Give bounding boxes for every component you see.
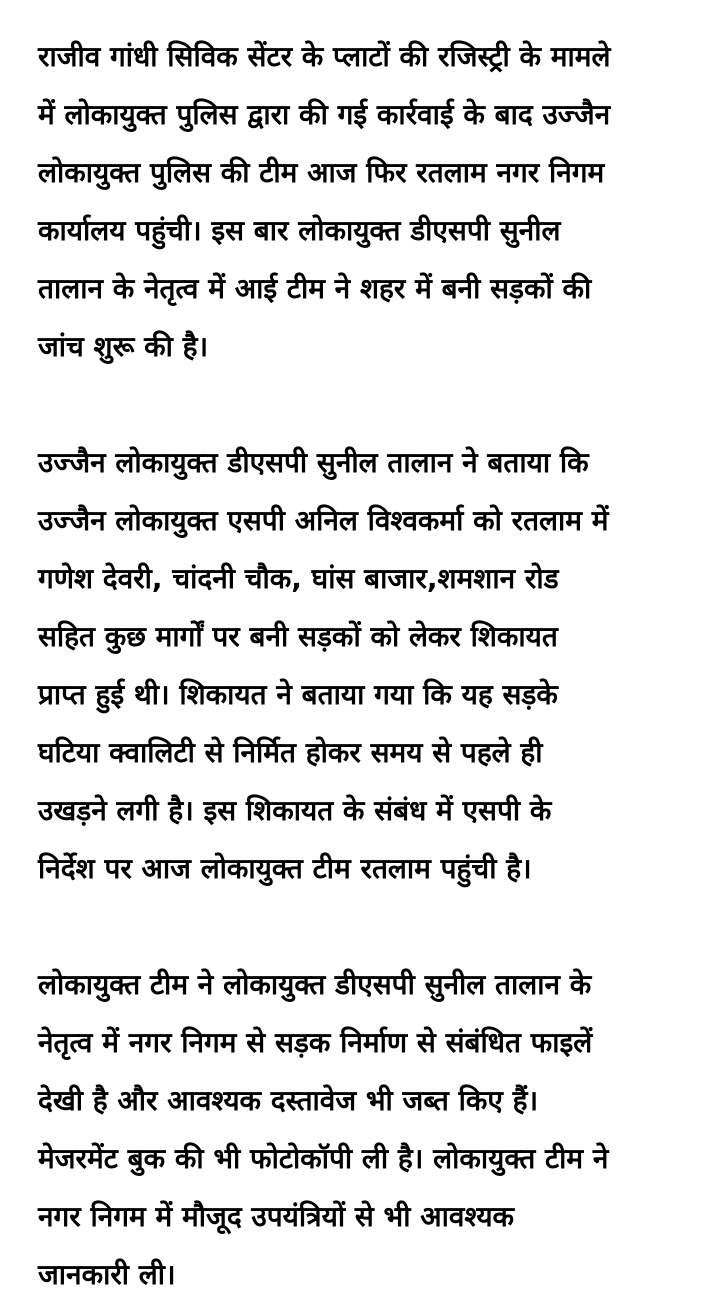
paragraph-3	[38, 956, 688, 1304]
text-line: नगर निगम में मौजूद उपयंत्रियों से भी आवश्यक	[38, 1200, 515, 1233]
text-line: गणेश देवरी, चांदनी चौक, घांस बाजार,शमशान रोड	[38, 562, 559, 595]
paragraph-spacer	[38, 898, 688, 956]
text-line: कार्यालय पहुंची। इस बार लोकायुक्त डीएसपी सुनील	[38, 214, 561, 247]
text-line: तालान के नेतृत्व में आई टीम ने शहर में बनी सड़कों की	[38, 272, 592, 305]
text-line: राजीव गांधी सिविक सेंटर के प्लाटों की रजिस्ट्री के मामले	[38, 40, 611, 73]
text-line: देखी है और आवश्यक दस्तावेज भी जब्त किए हैं।	[38, 1084, 539, 1117]
paragraph-spacer	[38, 376, 688, 434]
text-line: प्राप्त हुई थी। शिकायत ने बताया गया कि यह सड़के	[38, 678, 558, 711]
text-line: सहित कुछ मार्गों पर बनी सड़कों को लेकर शिकायत	[38, 620, 558, 653]
paragraph-2	[38, 434, 688, 898]
article-body	[38, 28, 688, 1304]
text-line: लोकायुक्त पुलिस की टीम आज फिर रतलाम नगर निगम	[38, 156, 605, 189]
text-line: जांच शुरू की है।	[38, 330, 209, 363]
text-line: नेतृत्व में नगर निगम से सड़क निर्माण से संबंधित फाइलें	[38, 1026, 593, 1059]
text-line: उज्जैन लोकायुक्त एसपी अनिल विश्वकर्मा को रतलाम में	[38, 504, 609, 537]
text-line: लोकायुक्त टीम ने लोकायुक्त डीएसपी सुनील तालान के	[38, 968, 592, 1001]
text-line: जानकारी ली।	[38, 1258, 176, 1291]
text-line: निर्देश पर आज लोकायुक्त टीम रतलाम पहुंची है।	[38, 852, 532, 885]
text-line: मेजरमेंट बुक की भी फोटोकॉपी ली है। लोकायुक्त टीम ने	[38, 1142, 609, 1175]
text-line: उखड़ने लगी है। इस शिकायत के संबंध में एसपी के	[38, 794, 552, 827]
paragraph-1	[38, 28, 688, 376]
text-line: में लोकायुक्त पुलिस द्वारा की गई कार्रवाई के बाद उज्जैन	[38, 98, 611, 131]
text-line: उज्जैन लोकायुक्त डीएसपी सुनील तालान ने बताया कि	[38, 446, 589, 479]
text-line: घटिया क्वालिटी से निर्मित होकर समय से पहले ही	[38, 736, 543, 769]
